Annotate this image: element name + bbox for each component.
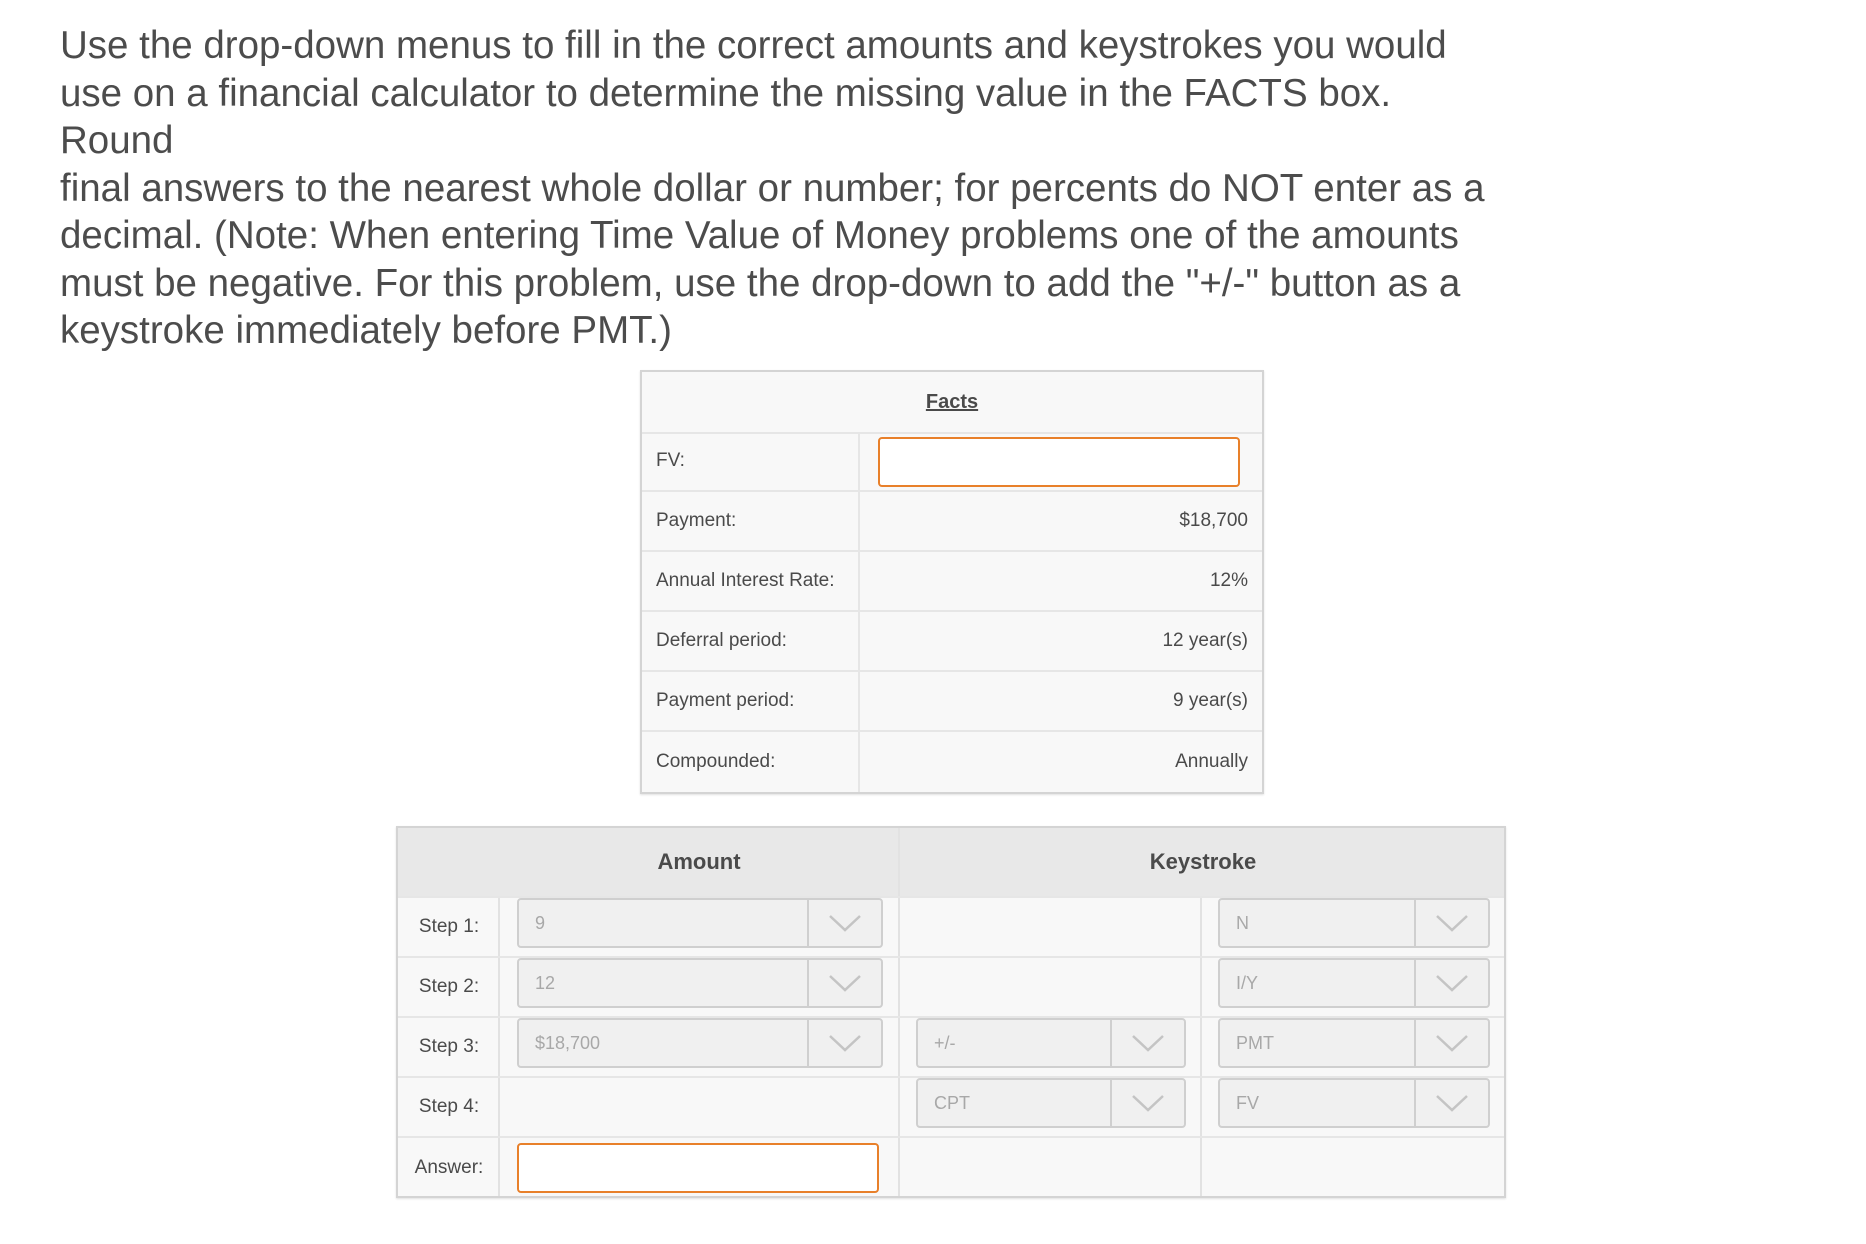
instructions-line: keystroke immediately before PMT.) bbox=[60, 309, 672, 352]
chevron-down-icon bbox=[1414, 900, 1488, 946]
step-row bbox=[398, 1076, 1504, 1136]
chevron-down-icon bbox=[1414, 1020, 1488, 1066]
amount-dropdown[interactable] bbox=[517, 958, 883, 1008]
steps-table bbox=[396, 826, 1506, 1198]
facts-value: 12 year(s) bbox=[1162, 630, 1248, 651]
step-label: Step 2: bbox=[418, 976, 480, 997]
facts-value: Annually bbox=[1175, 751, 1248, 772]
keystroke-dropdown[interactable] bbox=[1218, 958, 1490, 1008]
chevron-down-icon bbox=[807, 1020, 881, 1066]
answer-input[interactable] bbox=[517, 1143, 879, 1193]
step-label: Step 3: bbox=[418, 1036, 480, 1057]
instructions-text bbox=[60, 22, 1500, 355]
facts-title: Facts bbox=[642, 372, 1262, 434]
facts-value: 9 year(s) bbox=[1173, 690, 1248, 711]
facts-label: Compounded: bbox=[642, 732, 860, 792]
dropdown-value: PMT bbox=[1236, 1032, 1274, 1053]
dropdown-value: +/- bbox=[934, 1032, 956, 1053]
dropdown-value: 12 bbox=[535, 972, 556, 993]
amount-dropdown[interactable] bbox=[517, 1018, 883, 1068]
dropdown-value: $18,700 bbox=[535, 1032, 601, 1053]
keystroke-dropdown[interactable] bbox=[1218, 1078, 1490, 1128]
sign-keystroke-dropdown[interactable] bbox=[916, 1018, 1186, 1068]
chevron-down-icon bbox=[1110, 1080, 1184, 1126]
keystroke-dropdown[interactable] bbox=[1218, 1018, 1490, 1068]
dropdown-value: I/Y bbox=[1236, 972, 1259, 993]
keystroke-header: Keystroke bbox=[1149, 849, 1257, 874]
amount-header: Amount bbox=[657, 849, 741, 874]
answer-row bbox=[398, 1136, 1504, 1198]
clipped-previous-text bbox=[60, 0, 1260, 4]
chevron-down-icon bbox=[1110, 1020, 1184, 1066]
keystroke-dropdown[interactable] bbox=[1218, 898, 1490, 948]
step-row bbox=[398, 1016, 1504, 1076]
instructions-line: decimal. (Note: When entering Time Value of Money problems one of the amounts bbox=[60, 214, 1459, 257]
step-label: Step 4: bbox=[418, 1096, 480, 1117]
chevron-down-icon bbox=[1414, 960, 1488, 1006]
compute-keystroke-dropdown[interactable] bbox=[916, 1078, 1186, 1128]
facts-row-compounded bbox=[642, 732, 1262, 792]
dropdown-value: FV bbox=[1236, 1092, 1260, 1113]
instructions-line: Use the drop-down menus to fill in the correct amounts and keystrokes you would bbox=[60, 24, 1447, 67]
answer-label: Answer: bbox=[414, 1157, 484, 1178]
instructions-line: final answers to the nearest whole dollar or number; for percents do NOT enter as a bbox=[60, 166, 1485, 210]
dropdown-value: CPT bbox=[934, 1092, 970, 1113]
step-row bbox=[398, 956, 1504, 1016]
dropdown-value: 9 bbox=[535, 912, 546, 933]
facts-label: FV: bbox=[642, 432, 860, 490]
instructions-line: must be negative. For this problem, use the drop-down to add the "+/-" button as a bbox=[60, 261, 1461, 305]
facts-label: Annual Interest Rate: bbox=[642, 552, 860, 610]
facts-label: Deferral period: bbox=[642, 612, 860, 670]
facts-label: Payment period: bbox=[642, 672, 860, 730]
fv-input[interactable] bbox=[878, 437, 1240, 487]
step-row bbox=[398, 896, 1504, 956]
steps-header bbox=[398, 828, 1504, 896]
amount-dropdown[interactable] bbox=[517, 898, 883, 948]
step-label: Step 1: bbox=[418, 916, 480, 937]
facts-row-payment bbox=[642, 492, 1262, 552]
facts-row-deferral bbox=[642, 612, 1262, 672]
dropdown-value: N bbox=[1236, 912, 1249, 933]
chevron-down-icon bbox=[1414, 1080, 1488, 1126]
facts-value: $18,700 bbox=[1179, 510, 1248, 531]
facts-row-fv bbox=[642, 432, 1262, 492]
facts-row-rate bbox=[642, 552, 1262, 612]
facts-value: 12% bbox=[1209, 570, 1248, 591]
chevron-down-icon bbox=[807, 900, 881, 946]
chevron-down-icon bbox=[807, 960, 881, 1006]
facts-row-payment-period bbox=[642, 672, 1262, 732]
facts-table bbox=[640, 370, 1264, 794]
instructions-line: use on a financial calculator to determine the missing value in the FACTS box. Round bbox=[60, 71, 1392, 162]
facts-label: Payment: bbox=[642, 492, 860, 550]
